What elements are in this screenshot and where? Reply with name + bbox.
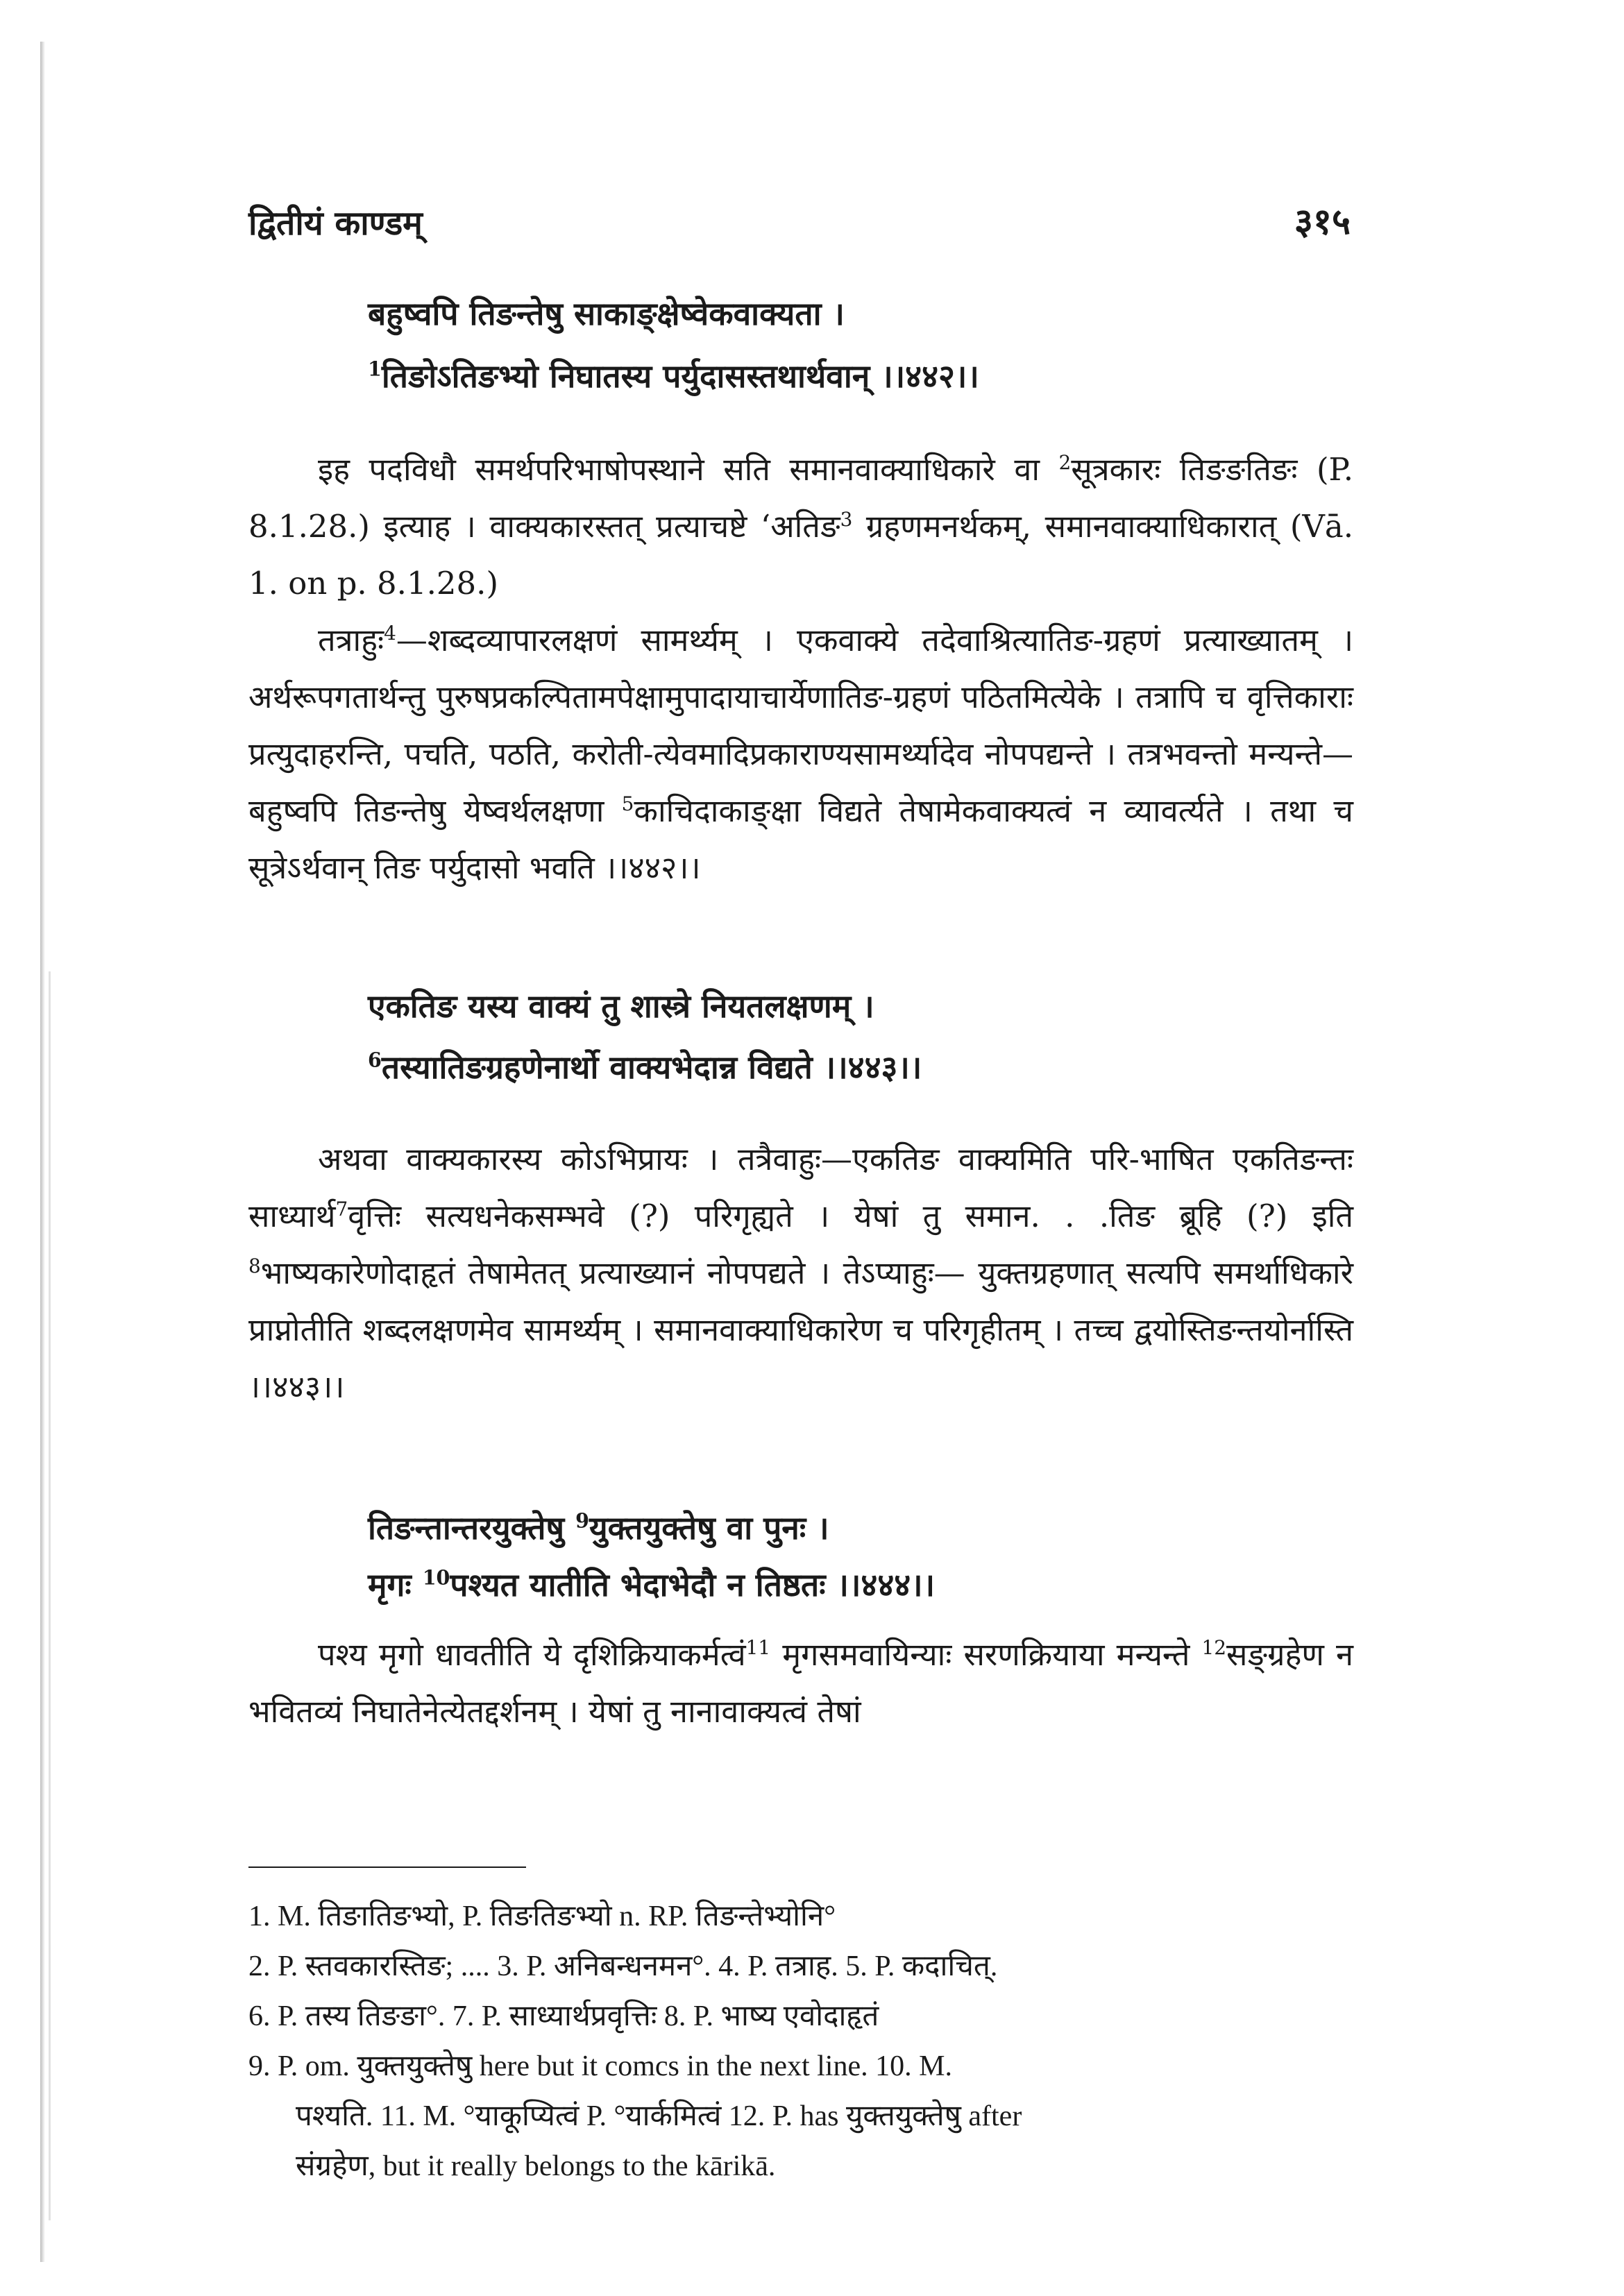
- verse-text: तिङन्तान्तरयुक्तेषु: [368, 1509, 576, 1547]
- commentary-444: [248, 1626, 1353, 1740]
- binding-shadow: [49, 971, 51, 2220]
- footnote-line: संग्रहेण, but it really belongs to the kārikā.: [296, 2150, 776, 2182]
- binding-edge: [40, 42, 45, 2262]
- commentary-paragraph: इह पदविधौ समर्थपरिभाषोपस्थाने सति समानवाक्याधिकारे वा $^2$सूत्रकारः तिङङतिङः (P. 8.1.28.) इत्याह । वाक्यकारस्तत् प्रत्याचष्टे ‘अतिङ$^3$ ग्रहणमनर्थकम्, समानवाक्याधिकारात् (Vā. 1. on p. 8.1.28.): [248, 451, 1354, 602]
- verse-text: मृगः: [368, 1566, 423, 1604]
- footnote-ref: 11: [745, 1636, 771, 1659]
- footnote-line: 9. P. om. युक्तयुक्तेषु here but it comcs in the next line. 10. M.: [248, 2050, 952, 2082]
- verse-443-line-2: [368, 1045, 922, 1088]
- footnote-ref: 1: [368, 357, 382, 381]
- verse-444-line-1: [368, 1506, 829, 1549]
- verse-text: युक्तयुक्तेषु वा पुनः ।: [589, 1509, 829, 1547]
- footnotes: [248, 1891, 1353, 2191]
- footnote-ref: 5: [621, 792, 634, 815]
- footnote-ref: 9: [575, 1508, 589, 1533]
- verse-text: तिङोऽतिङभ्यो निघातस्य पर्युदासस्तथार्थवान् ।।४४२।।: [381, 357, 979, 395]
- footnote-ref: 12: [1201, 1636, 1227, 1659]
- footnote-ref: 2: [1058, 451, 1072, 474]
- footnote-ref: 8: [248, 1255, 261, 1277]
- commentary-paragraph: तत्राहुः$^4$—शब्दव्यापारलक्षणं सामर्थ्यम् । एकवाक्ये तदेवाश्रित्यातिङ-ग्रहणं प्रत्याख्यातम् । अर्थरूपगतार्थन्तु पुरुषप्रकल्पितामपेक्षामुपादायाचार्येणातिङ-ग्रहणं पठितमित्येके । तत्रापि च वृत्तिकाराः प्रत्युदाहरन्ति, पचति, पठति, करोती-त्येवमादिप्रकाराण्यसामर्थ्यादेव नोपपद्यन्ते । तत्रभवन्तो मन्यन्ते—बहुष्वपि तिङन्तेषु येष्वर्थलक्षणा $^5$काचिदाकाङ्क्षा विद्यते तेषामेकवाक्यत्वं न व्यावर्त्यते । तथा च सूत्रेऽर्थवान् तिङ पर्युदासो भवति ।।४४२।।: [248, 622, 1353, 886]
- commentary-443: [248, 1131, 1353, 1415]
- commentary-442: [248, 441, 1353, 896]
- footnote-line: 1. M. तिङातिङभ्यो, P. तिङतिङभ्यो n. RP. तिङन्तेभ्योनि°: [248, 1900, 836, 1932]
- footnote-line: 6. P. तस्य तिङङा°. 7. P. साध्यार्थप्रवृत्तिः 8. P. भाष्य एवोदाहृतं: [248, 2000, 879, 2032]
- commentary-paragraph: अथवा वाक्यकारस्य कोऽभिप्रायः । तत्रैवाहुः—एकतिङ वाक्यमिति परि-भाषित एकतिङन्तः साध्यार्थ$^7$वृत्तिः सत्यधनेकसम्भवे (?) परिगृह्यते । येषां तु समान. . .तिङ ब्रूहि (?) इति $^8$भाष्यकारेणोदाहृतं तेषामेतत् प्रत्याख्यानं नोपपद्यते । तेऽप्याहुः— युक्तग्रहणात् सत्यपि समर्थाधिकारे प्राप्नोतीति शब्दलक्षणमेव सामर्थ्यम् । समानवाक्याधिकारेण च परिगृहीतम् । तच्च द्वयोस्तिङन्तयोर्नास्ति ।।४४३।।: [248, 1141, 1353, 1405]
- commentary-paragraph: पश्य मृगो धावतीति ये दृशिक्रियाकर्मत्वं$^{11}$ मृगसमवायिन्याः सरणक्रियाया मन्यन्ते $^{12}$सङ्ग्रहेण न भवितव्यं निघातेनेत्येतद्दर्शनम् । येषां तु नानावाक्यत्वं तेषां: [248, 1636, 1353, 1730]
- verse-442-line-2: [368, 354, 979, 397]
- footnote-ref: 7: [335, 1198, 348, 1221]
- verse-442-line-1: बहुष्वपि तिङन्तेषु साकाङ्क्षेष्वेकवाक्यता ।: [368, 295, 845, 332]
- footnote-line: 2. P. स्तवकारस्तिङ; .... 3. P. अनिबन्धनमन°. 4. P. तत्राह. 5. P. कदाचित्.: [248, 1950, 998, 1982]
- footnote-ref: 6: [368, 1048, 382, 1072]
- footnote-ref: 4: [384, 622, 396, 645]
- verse-text: तस्यातिङग्रहणेनार्थो वाक्यभेदान्न विद्यते ।।४४३।।: [381, 1048, 922, 1086]
- verse-443-line-1: एकतिङ यस्य वाक्यं तु शास्त्रे नियतलक्षणम् ।: [368, 987, 874, 1025]
- running-head: द्वितीयं काण्डम्: [248, 204, 423, 243]
- footnote-ref: 3: [840, 508, 853, 531]
- verse-444-line-2: [368, 1563, 935, 1606]
- verse-text: पश्यत यातीति भेदाभेदौ न तिष्ठतः ।।४४४।।: [450, 1566, 936, 1604]
- footnote-rule: [248, 1866, 526, 1868]
- footnote-ref: 10: [422, 1565, 450, 1590]
- page-number: ३१५: [1294, 201, 1351, 243]
- footnote-line: पश्यति. 11. M. °याकूप्यित्वं P. °यार्कमित्वं 12. P. has युक्तयुक्तेषु after: [296, 2100, 1022, 2132]
